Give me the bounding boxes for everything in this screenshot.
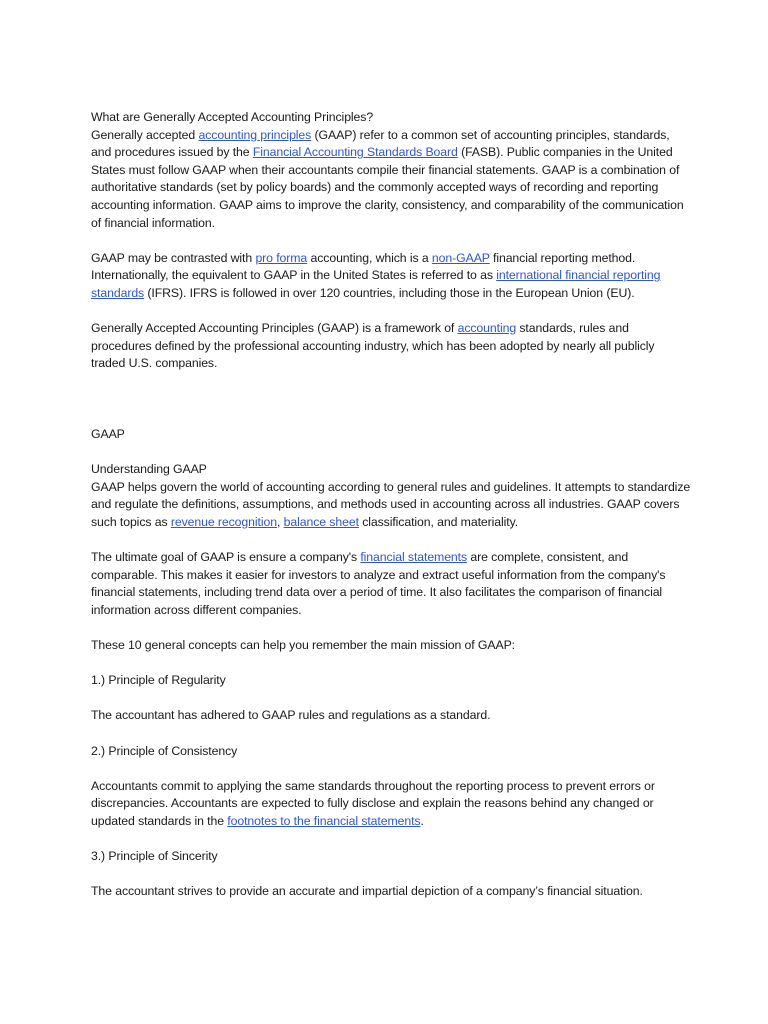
heading-principle-regularity: 1.) Principle of Regularity [91, 673, 226, 688]
section-title: What are Generally Accepted Accounting Principles? [91, 110, 374, 124]
paragraph-gaap-goal [91, 549, 691, 619]
text-run: financial reporting method. Internationally, the equivalent to GAAP in the United States is referred to as [91, 250, 636, 283]
text-run: are complete, consistent, and comparable. This makes it easier for investors to analyze and extract useful information from the company's financial statements, including trend data over a period of time. It also facilitates the comparison of financial information across different companies. [91, 550, 666, 617]
paragraph-gaap-govern [91, 479, 691, 532]
paragraph-gaap-framework [91, 320, 691, 373]
link-financial-statements[interactable]: financial statements [360, 550, 468, 565]
paragraph-ten-concepts: These 10 general concepts can help you remember the main mission of GAAP: [91, 638, 515, 653]
text-run: GAAP may be contrasted with [91, 250, 256, 265]
heading-principle-sincerity: 3.) Principle of Sincerity [91, 849, 218, 864]
text-run: Generally accepted [91, 127, 199, 142]
text-run: standards, rules and procedures defined by the professional accounting industry, which has been adopted by nearly all publicly traded U.S. companies. [91, 321, 655, 371]
link-footnotes[interactable]: footnotes to the financial statements [227, 813, 421, 828]
link-revenue-recognition[interactable]: revenue recognition [170, 514, 277, 529]
link-ifrs[interactable]: international financial reporting standards [91, 268, 661, 300]
link-pro-forma[interactable]: pro forma [255, 250, 308, 265]
heading-gaap: GAAP [91, 426, 125, 441]
text-run: GAAP helps govern the world of accounting according to general rules and guidelines. It attempts to standardize and regulate the definitions, assumptions, and methods used in accounting across all industries. GAAP covers such topics as [91, 479, 691, 529]
paragraph-gaap-definition [91, 127, 691, 233]
text-run: , [276, 514, 284, 529]
subheading-understanding-gaap: Understanding GAAP [91, 462, 207, 477]
text-run: (GAAP) refer to a common set of accounting principles, standards, and procedures issued by the [91, 127, 670, 160]
text-run: Accountants commit to applying the same standards throughout the reporting process to prevent errors or discrepancies. Accountants are expected to fully disclose and explain the reasons behind any changed or updated standards in the [91, 778, 655, 828]
paragraph-gaap-contrast [91, 250, 691, 303]
paragraph-principle-sincerity: The accountant strives to provide an accurate and impartial depiction of a company’s financial situation. [91, 884, 643, 899]
text-run: (FASB). Public companies in the United States must follow GAAP when their accountants compile their financial statements. GAAP is a combination of authoritative standards (set by policy boards) and the commonly accepted ways of recording and reporting accounting information. GAAP aims to improve the clarity, consistency, and comparability of the communication of financial information. [91, 145, 684, 230]
paragraph-principle-consistency [91, 778, 691, 831]
link-accounting[interactable]: accounting [457, 321, 517, 336]
link-balance-sheet[interactable]: balance sheet [283, 514, 359, 529]
link-fasb[interactable]: Financial Accounting Standards Board [252, 145, 458, 160]
text-run: accounting, which is a [307, 250, 432, 265]
link-non-gaap[interactable]: non-GAAP [431, 250, 490, 265]
text-run: (IFRS). IFRS is followed in over 120 countries, including those in the European Union (EU). [144, 285, 635, 300]
text-run: Generally Accepted Accounting Principles (GAAP) is a framework of [91, 321, 458, 336]
paragraph-principle-regularity: The accountant has adhered to GAAP rules and regulations as a standard. [91, 708, 491, 723]
heading-principle-consistency: 2.) Principle of Consistency [91, 743, 238, 758]
text-run: . [420, 813, 424, 828]
link-accounting-principles[interactable]: accounting principles [198, 127, 312, 142]
text-run: The ultimate goal of GAAP is ensure a company's [91, 550, 361, 565]
document-page [91, 109, 691, 901]
text-run: classification, and materiality. [358, 514, 519, 529]
